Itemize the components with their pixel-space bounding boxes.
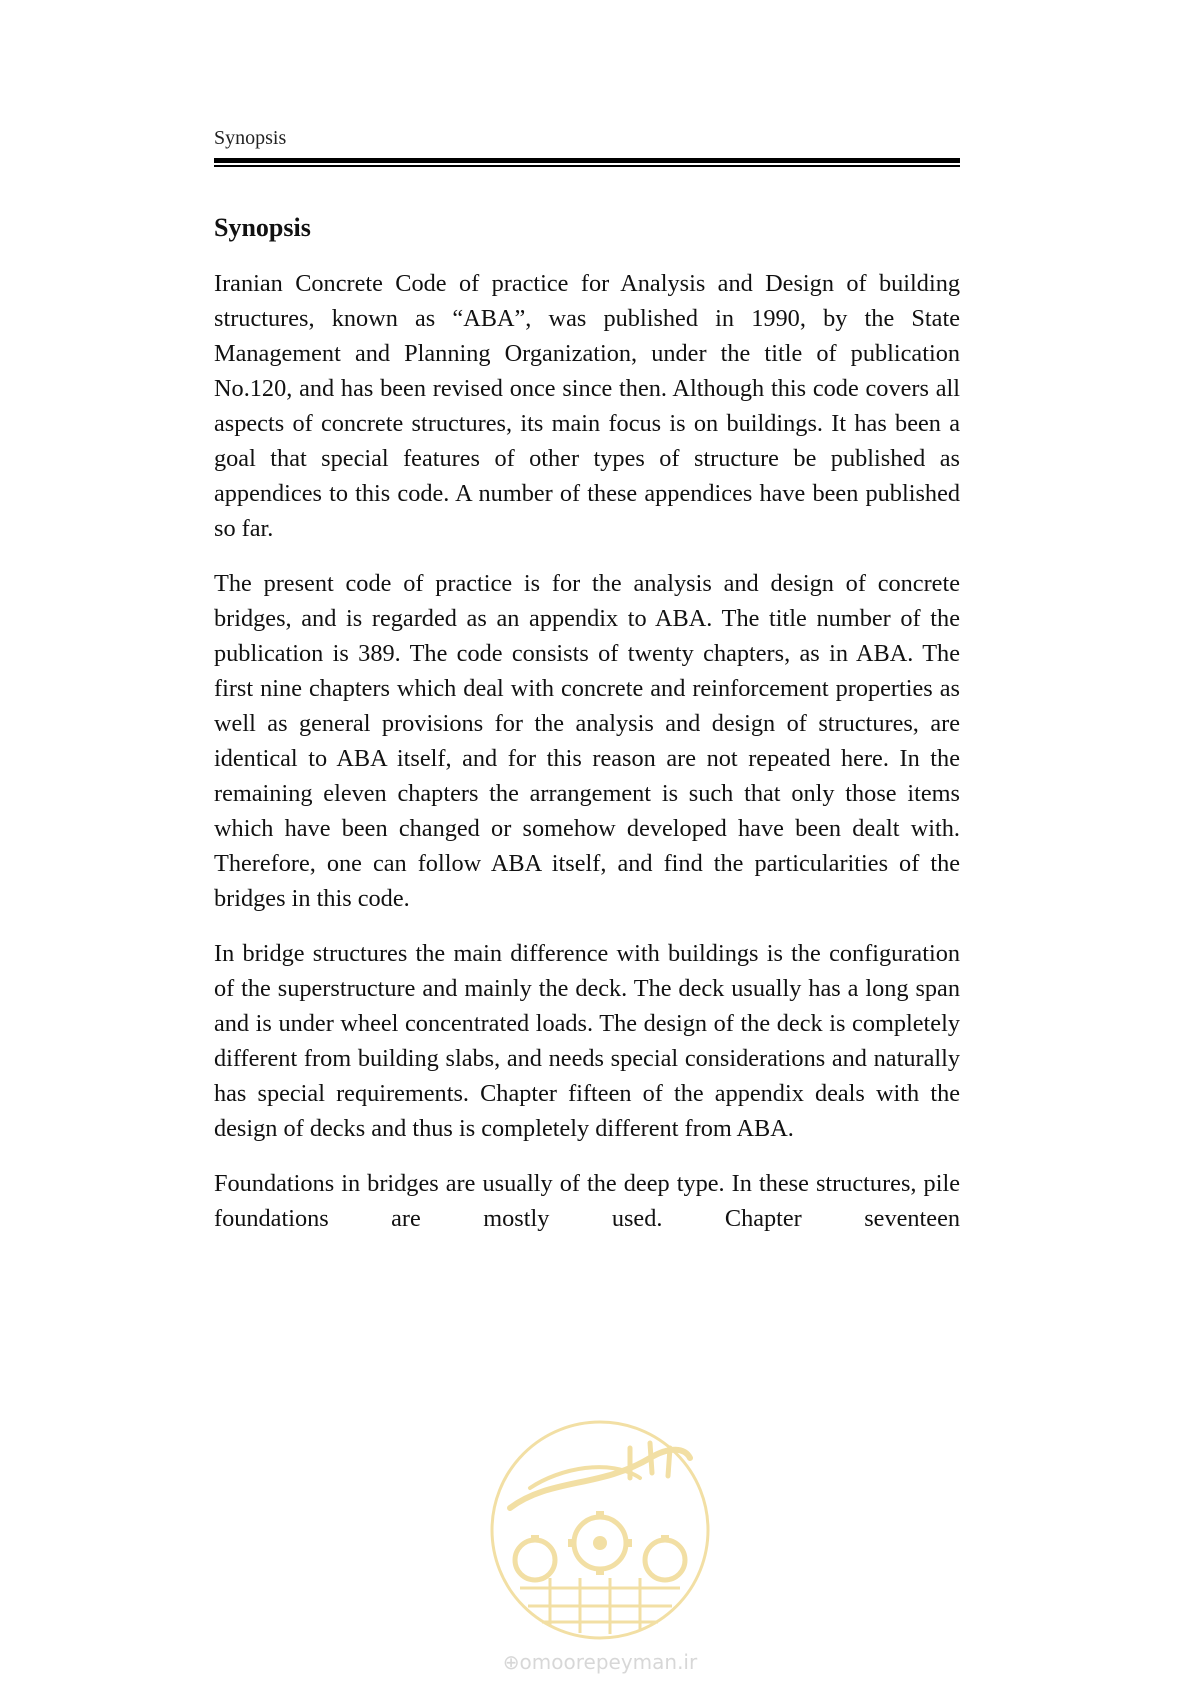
header-rule-thin <box>214 165 960 167</box>
paragraph: Foundations in bridges are usually of the deep type. In these structures, pile foundations are mostly used. Chapter seventeen <box>214 1170 960 1232</box>
watermark-logo <box>480 1418 720 1674</box>
watermark-url: omoorepeyman.ir <box>519 1650 698 1674</box>
running-header: Synopsis <box>214 127 287 149</box>
watermark-site-text <box>480 1650 720 1674</box>
logo-seal-icon <box>480 1418 720 1643</box>
globe-icon: ⊕ <box>502 1650 520 1674</box>
paragraph: In bridge structures the main difference with buildings is the configuration of the superstructure and mainly the deck. The deck usually has a long span and is under wheel concentrated loads. The design of the deck is completely different from building slabs, and needs special considerations and naturally has special requirements. Chapter fifteen of the appendix deals with the design of decks and thus is completely different from ABA. <box>214 940 960 1142</box>
body-text <box>214 266 960 1256</box>
paragraph: Iranian Concrete Code of practice for Analysis and Design of building structures, known as “ABA”, was published in 1990, by the State Management and Planning Organization, under the title of publication No.120, and has been revised once since then. Although this code covers all aspects of concrete structures, its main focus is on buildings. It has been a goal that special features of other types of structure be published as appendices to this code. A number of these appendices have been published so far. <box>214 270 960 542</box>
header-rule-thick <box>214 158 960 163</box>
section-title: Synopsis <box>214 213 311 242</box>
paragraph: The present code of practice is for the analysis and design of concrete bridges, and is regarded as an appendix to ABA. The title number of the publication is 389. The code consists of twenty chapters, as in ABA. The first nine chapters which deal with concrete and reinforcement properties as well as general provisions for the analysis and design of structures, are identical to ABA itself, and for this reason are not repeated here. In the remaining eleven chapters the arrangement is such that only those items which have been changed or somehow developed have been dealt with. Therefore, one can follow ABA itself, and find the particularities of the bridges in this code. <box>214 570 960 912</box>
